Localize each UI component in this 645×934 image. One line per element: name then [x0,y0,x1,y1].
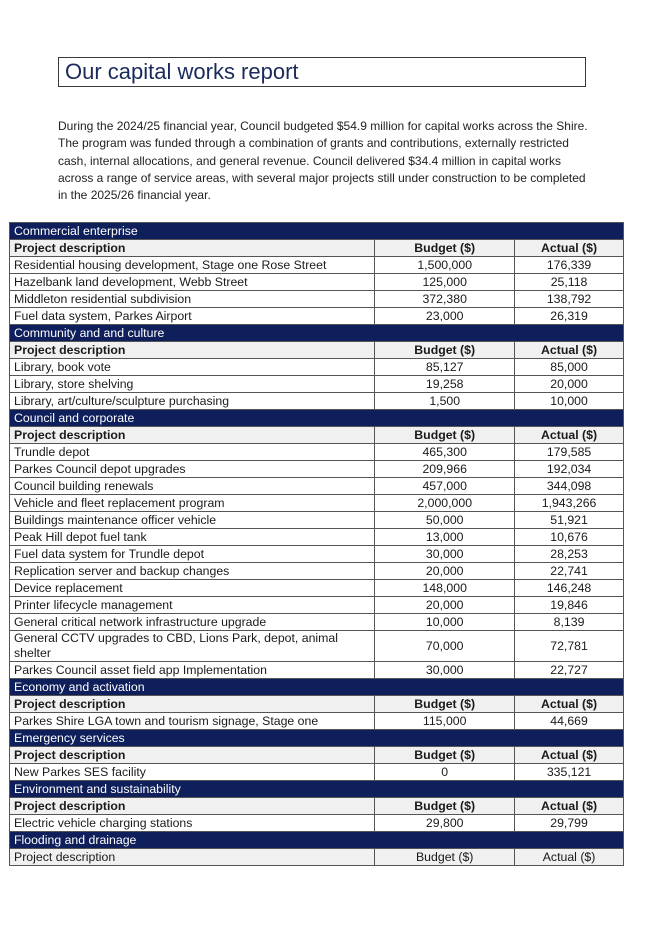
project-description-cell: Device replacement [10,580,375,597]
actual-cell: 192,034 [515,461,624,478]
actual-cell: 10,676 [515,529,624,546]
table-row [10,444,624,461]
column-header-row [10,427,624,444]
section-header-row [10,223,624,240]
project-description-cell: Parkes Council asset field app Implementation [10,662,375,679]
table-row [10,257,624,274]
actual-cell: 19,846 [515,597,624,614]
budget-cell: 20,000 [375,563,515,580]
table-row [10,376,624,393]
actual-cell: 10,000 [515,393,624,410]
project-description-cell: Electric vehicle charging stations [10,815,375,832]
project-description-cell: Residential housing development, Stage one Rose Street [10,257,375,274]
budget-cell: 115,000 [375,713,515,730]
budget-cell: 10,000 [375,614,515,631]
column-header-actual: Actual ($) [515,747,624,764]
budget-cell: 457,000 [375,478,515,495]
table-row [10,764,624,781]
page-title: Our capital works report [65,59,299,84]
section-header-row [10,325,624,342]
budget-cell: 0 [375,764,515,781]
column-header-project: Project description [10,240,375,257]
project-description-cell: Council building renewals [10,478,375,495]
section-title: Community and and culture [10,325,624,342]
column-header-row [10,798,624,815]
table-row [10,563,624,580]
budget-cell: 85,127 [375,359,515,376]
budget-cell: 13,000 [375,529,515,546]
project-description-cell: Trundle depot [10,444,375,461]
project-description-cell: Peak Hill depot fuel tank [10,529,375,546]
budget-cell: 1,500 [375,393,515,410]
column-header-project: Project description [10,747,375,764]
column-header-actual: Actual ($) [515,849,624,866]
column-header-project: Project description [10,798,375,815]
table-row [10,478,624,495]
column-header-actual: Actual ($) [515,427,624,444]
budget-cell: 29,800 [375,815,515,832]
budget-cell: 30,000 [375,662,515,679]
actual-cell: 176,339 [515,257,624,274]
table-row [10,662,624,679]
actual-cell: 344,098 [515,478,624,495]
column-header-project: Project description [10,696,375,713]
budget-cell: 50,000 [375,512,515,529]
column-header-budget: Budget ($) [375,240,515,257]
intro-paragraph: During the 2024/25 financial year, Council budgeted $54.9 million for capital works across the Shire. The program was funded through a combination of grants and contributions, externally restricted cash, internal allocations, and general revenue. Council delivered $34.4 million in capital works across a range of service areas, with several major projects still under construction to be completed in the 2025/26 financial year. [58,119,588,203]
table-row [10,461,624,478]
project-description-cell: Parkes Council depot upgrades [10,461,375,478]
column-header-project: Project description [10,427,375,444]
section-header-row [10,410,624,427]
table-row [10,308,624,325]
section-header-row [10,781,624,798]
actual-cell: 8,139 [515,614,624,631]
section-title: Economy and activation [10,679,624,696]
project-description-cell: Buildings maintenance officer vehicle [10,512,375,529]
table-row [10,580,624,597]
project-description-cell: General CCTV upgrades to CBD, Lions Park, depot, animal shelter [10,631,375,662]
section-title: Emergency services [10,730,624,747]
table-row [10,631,624,662]
actual-cell: 22,741 [515,563,624,580]
budget-cell: 125,000 [375,274,515,291]
table-row [10,359,624,376]
column-header-budget: Budget ($) [375,798,515,815]
actual-cell: 146,248 [515,580,624,597]
table-row [10,597,624,614]
project-description-cell: Vehicle and fleet replacement program [10,495,375,512]
column-header-row [10,696,624,713]
project-description-cell: Fuel data system for Trundle depot [10,546,375,563]
project-description-cell: Printer lifecycle management [10,597,375,614]
table-row [10,614,624,631]
table-row [10,393,624,410]
section-title: Environment and sustainability [10,781,624,798]
table-row [10,512,624,529]
table-row [10,815,624,832]
column-header-budget: Budget ($) [375,849,515,866]
budget-cell: 70,000 [375,631,515,662]
column-header-budget: Budget ($) [375,747,515,764]
budget-cell: 2,000,000 [375,495,515,512]
project-description-cell: Library, store shelving [10,376,375,393]
budget-cell: 1,500,000 [375,257,515,274]
column-header-budget: Budget ($) [375,696,515,713]
actual-cell: 335,121 [515,764,624,781]
budget-cell: 372,380 [375,291,515,308]
section-title: Council and corporate [10,410,624,427]
actual-cell: 138,792 [515,291,624,308]
actual-cell: 29,799 [515,815,624,832]
table-row [10,291,624,308]
actual-cell: 44,669 [515,713,624,730]
actual-cell: 28,253 [515,546,624,563]
section-title: Flooding and drainage [10,832,624,849]
budget-cell: 30,000 [375,546,515,563]
column-header-budget: Budget ($) [375,342,515,359]
section-header-row [10,730,624,747]
table-row [10,546,624,563]
project-description-cell: Fuel data system, Parkes Airport [10,308,375,325]
project-description-cell: Middleton residential subdivision [10,291,375,308]
project-description-cell: New Parkes SES facility [10,764,375,781]
actual-cell: 1,943,266 [515,495,624,512]
table-row [10,529,624,546]
budget-cell: 20,000 [375,597,515,614]
page-title-box [58,57,586,87]
column-header-budget: Budget ($) [375,427,515,444]
column-header-actual: Actual ($) [515,240,624,257]
table-row [10,713,624,730]
budget-cell: 23,000 [375,308,515,325]
actual-cell: 22,727 [515,662,624,679]
capital-works-table [9,222,624,866]
column-header-row [10,849,624,866]
budget-cell: 465,300 [375,444,515,461]
column-header-actual: Actual ($) [515,798,624,815]
section-header-row [10,679,624,696]
column-header-actual: Actual ($) [515,696,624,713]
budget-cell: 19,258 [375,376,515,393]
section-title: Commercial enterprise [10,223,624,240]
actual-cell: 20,000 [515,376,624,393]
budget-cell: 148,000 [375,580,515,597]
actual-cell: 72,781 [515,631,624,662]
column-header-row [10,240,624,257]
project-description-cell: Library, art/culture/sculpture purchasing [10,393,375,410]
project-description-cell: Replication server and backup changes [10,563,375,580]
actual-cell: 25,118 [515,274,624,291]
table-row [10,274,624,291]
actual-cell: 85,000 [515,359,624,376]
budget-cell: 209,966 [375,461,515,478]
project-description-cell: Hazelbank land development, Webb Street [10,274,375,291]
actual-cell: 26,319 [515,308,624,325]
column-header-actual: Actual ($) [515,342,624,359]
column-header-project: Project description [10,849,375,866]
actual-cell: 51,921 [515,512,624,529]
table-row [10,495,624,512]
column-header-project: Project description [10,342,375,359]
actual-cell: 179,585 [515,444,624,461]
project-description-cell: Library, book vote [10,359,375,376]
project-description-cell: General critical network infrastructure upgrade [10,614,375,631]
project-description-cell: Parkes Shire LGA town and tourism signage, Stage one [10,713,375,730]
column-header-row [10,747,624,764]
section-header-row [10,832,624,849]
column-header-row [10,342,624,359]
